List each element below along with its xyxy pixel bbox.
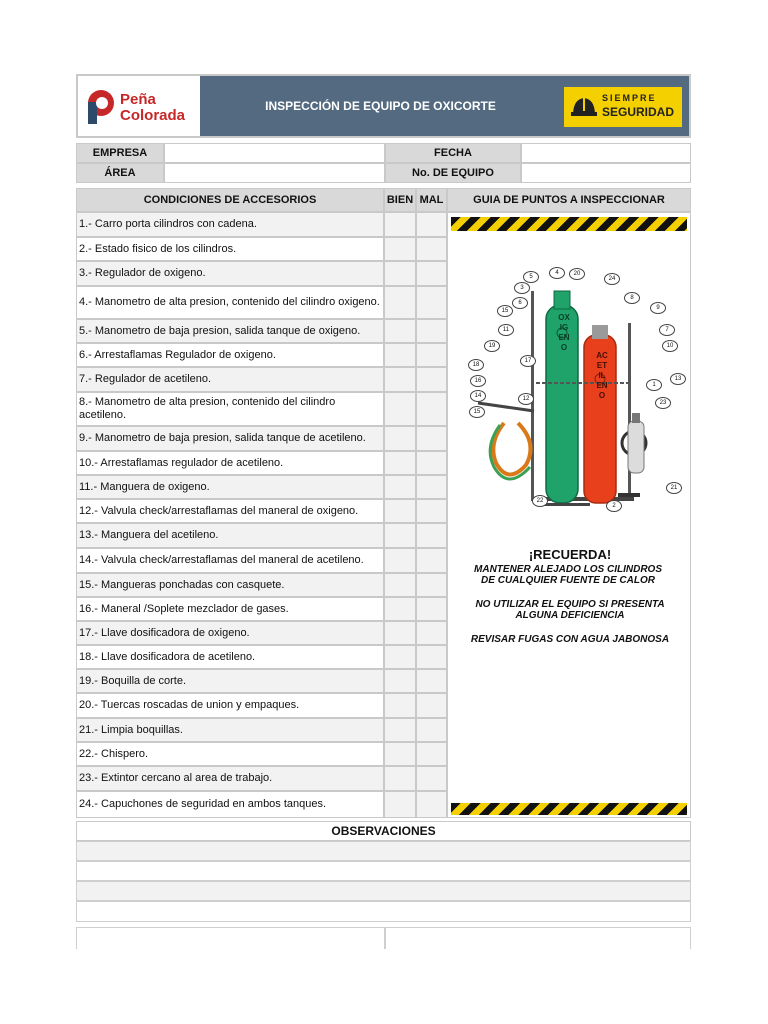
checklist-row-text: 12.- Valvula check/arrestaflamas del maneral de oxigeno. — [79, 504, 359, 517]
observaciones-line[interactable] — [76, 841, 691, 861]
checklist-mal-checkbox[interactable] — [416, 597, 447, 621]
checklist-row-label — [76, 261, 384, 286]
checklist-bien-checkbox[interactable] — [384, 426, 416, 451]
checklist-row-text: 10.- Arrestaflamas regulador de acetileno. — [79, 456, 284, 469]
reminder-line-leaks: REVISAR FUGAS CON AGUA JABONOSA — [470, 634, 670, 645]
checklist-row-label — [76, 392, 384, 426]
callout-number: 22 — [532, 495, 548, 507]
checklist-row-text: 22.- Chispero. — [79, 747, 149, 760]
checklist-row-text: 4.- Manometro de alta presion, contenido del cilindro oxigeno. — [79, 296, 380, 308]
checklist-row-label — [76, 343, 384, 367]
checklist-mal-checkbox[interactable] — [416, 693, 447, 718]
checklist-bien-checkbox[interactable] — [384, 523, 416, 548]
checklist-bien-checkbox[interactable] — [384, 392, 416, 426]
checklist-row-label — [76, 669, 384, 693]
col-header-condiciones: CONDICIONES DE ACCESORIOS — [76, 188, 384, 212]
guide-panel — [447, 212, 691, 818]
checklist-bien-checkbox[interactable] — [384, 669, 416, 693]
reminder-line-deficiency: NO UTILIZAR EL EQUIPO SI PRESENTA ALGUNA DEFICIENCIA — [475, 599, 665, 621]
callout-number: 1 — [646, 379, 662, 391]
checklist-bien-checkbox[interactable] — [384, 718, 416, 742]
checklist-mal-checkbox[interactable] — [416, 367, 447, 392]
checklist-mal-checkbox[interactable] — [416, 742, 447, 766]
callout-number: 15 — [497, 305, 513, 317]
checklist-row-label — [76, 237, 384, 261]
checklist-mal-checkbox[interactable] — [416, 669, 447, 693]
checklist-mal-checkbox[interactable] — [416, 548, 447, 573]
callout-number: 11 — [498, 324, 514, 336]
col-header-mal: MAL — [416, 188, 447, 212]
checklist-row-text: 16.- Maneral /Soplete mezclador de gases. — [79, 602, 289, 615]
checklist-row-label — [76, 426, 384, 451]
checklist-row-text: 9.- Manometro de baja presion, salida tanque de acetileno. — [79, 432, 366, 444]
checklist-bien-checkbox[interactable] — [384, 693, 416, 718]
checklist-mal-checkbox[interactable] — [416, 212, 447, 237]
empresa-label: EMPRESA — [76, 143, 164, 163]
checklist-bien-checkbox[interactable] — [384, 237, 416, 261]
top-hazard-stripe — [451, 217, 687, 231]
checklist-bien-checkbox[interactable] — [384, 286, 416, 319]
observaciones-line[interactable] — [76, 901, 691, 922]
checklist-row-label — [76, 548, 384, 573]
observaciones-line[interactable] — [76, 881, 691, 901]
checklist-mal-checkbox[interactable] — [416, 523, 447, 548]
logo-mark-icon — [86, 88, 116, 126]
checklist-row-text: 23.- Extintor cercano al area de trabajo. — [79, 772, 273, 784]
company-logo — [78, 76, 200, 136]
callout-number: 5 — [523, 271, 539, 283]
callout-number: 23 — [655, 397, 671, 409]
callout-number: 18 — [468, 359, 484, 371]
callout-number: 4 — [549, 267, 565, 279]
seal-text-line1: SIEMPRE — [602, 93, 657, 103]
bottom-hazard-stripe — [451, 803, 687, 815]
checklist-row-text: 11.- Manguera de oxigeno. — [79, 480, 210, 493]
callout-number: 6 — [512, 297, 528, 309]
checklist-mal-checkbox[interactable] — [416, 392, 447, 426]
acetylene-cylinder-label: ACETILENO — [596, 351, 608, 400]
checklist-mal-checkbox[interactable] — [416, 451, 447, 475]
checklist-row-text: 6.- Arrestaflamas Regulador de oxigeno. — [79, 348, 276, 361]
form-header — [76, 74, 691, 138]
callout-number: 21 — [666, 482, 682, 494]
checklist-bien-checkbox[interactable] — [384, 475, 416, 499]
callout-number: 20 — [569, 268, 585, 280]
checklist-row-text: 2.- Estado fisico de los cilindros. — [79, 242, 237, 255]
checklist-row-label — [76, 319, 384, 343]
reminder-title: ¡RECUERDA! — [528, 547, 612, 562]
empresa-field[interactable] — [164, 143, 385, 163]
checklist-bien-checkbox[interactable] — [384, 742, 416, 766]
checklist-row-label — [76, 597, 384, 621]
reminder-line-heat: MANTENER ALEJADO LOS CILINDROS DE CUALQUIER FUENTE DE CALOR — [474, 564, 662, 586]
col-header-bien: BIEN — [384, 188, 416, 212]
callout-number: 14 — [470, 390, 486, 402]
checklist-row-label — [76, 367, 384, 392]
checklist-bien-checkbox[interactable] — [384, 319, 416, 343]
checklist-row-label — [76, 766, 384, 791]
checklist-mal-checkbox[interactable] — [416, 645, 447, 669]
checklist-bien-checkbox[interactable] — [384, 645, 416, 669]
checklist-row-text: 18.- Llave dosificadora de acetileno. — [79, 650, 256, 663]
checklist-row-text: 15.- Mangueras ponchadas con casquete. — [79, 578, 285, 591]
col-header-guia: GUIA DE PUNTOS A INSPECCIONAR — [447, 188, 691, 212]
checklist-row-text: 14.- Valvula check/arrestaflamas del maneral de acetileno. — [79, 554, 364, 566]
seal-text-line2: SEGURIDAD — [602, 105, 675, 119]
checklist-row-text: 20.- Tuercas roscadas de union y empaques. — [79, 699, 300, 711]
checklist-mal-checkbox[interactable] — [416, 766, 447, 791]
checklist-bien-checkbox[interactable] — [384, 573, 416, 597]
logo-text-line1: Peña — [120, 91, 156, 108]
callout-number: 17 — [520, 355, 536, 367]
checklist-row-label — [76, 523, 384, 548]
callout-number: 2 — [606, 500, 622, 512]
checklist-mal-checkbox[interactable] — [416, 286, 447, 319]
callout-number: 16 — [470, 375, 486, 387]
callout-number: 13 — [670, 373, 686, 385]
observaciones-title: OBSERVACIONES — [76, 821, 691, 841]
checklist-row-label — [76, 475, 384, 499]
checklist-mal-checkbox[interactable] — [416, 475, 447, 499]
checklist-row-label — [76, 499, 384, 523]
checklist-row-label — [76, 621, 384, 645]
checklist-mal-checkbox[interactable] — [416, 718, 447, 742]
checklist-row-text: 17.- Llave dosificadora de oxigeno. — [79, 626, 250, 639]
checklist-bien-checkbox[interactable] — [384, 621, 416, 645]
checklist-bien-checkbox[interactable] — [384, 451, 416, 475]
checklist-mal-checkbox[interactable] — [416, 319, 447, 343]
area-field[interactable] — [164, 163, 385, 183]
fecha-label: FECHA — [385, 143, 521, 163]
checklist-row-label — [76, 742, 384, 766]
seal-container — [561, 76, 689, 136]
checklist-mal-checkbox[interactable] — [416, 499, 447, 523]
checklist-row-label — [76, 693, 384, 718]
checklist-row-text: 5.- Manometro de baja presion, salida tanque de oxigeno. — [79, 324, 361, 337]
checklist-row-label — [76, 286, 384, 319]
signature-box-left[interactable] — [76, 927, 385, 949]
oxygen-cylinder-label: OXIGENO — [558, 313, 570, 352]
checklist-mal-checkbox[interactable] — [416, 343, 447, 367]
checklist-bien-checkbox[interactable] — [384, 212, 416, 237]
callout-number: 7 — [659, 324, 675, 336]
siempre-seguridad-seal — [564, 87, 682, 127]
checklist-bien-checkbox[interactable] — [384, 548, 416, 573]
checklist-row-text: 3.- Regulador de oxigeno. — [79, 267, 206, 279]
checklist-mal-checkbox[interactable] — [416, 791, 447, 818]
checklist-mal-checkbox[interactable] — [416, 426, 447, 451]
checklist-mal-checkbox[interactable] — [416, 237, 447, 261]
callout-number: 3 — [514, 282, 530, 294]
hard-hat-icon — [570, 93, 598, 121]
callout-number: 10 — [662, 340, 678, 352]
checklist-mal-checkbox[interactable] — [416, 621, 447, 645]
checklist-row-text: 7.- Regulador de acetileno. — [79, 373, 212, 385]
checklist-row-text: 13.- Manguera del acetileno. — [79, 529, 219, 541]
checklist-bien-checkbox[interactable] — [384, 343, 416, 367]
checklist-bien-checkbox[interactable] — [384, 499, 416, 523]
checklist-row-text: 21.- Limpia boquillas. — [79, 723, 183, 736]
callout-number: 8 — [624, 292, 640, 304]
form-title: INSPECCIÓN DE EQUIPO DE OXICORTE — [200, 76, 561, 136]
checklist-bien-checkbox[interactable] — [384, 597, 416, 621]
checklist-row-label — [76, 718, 384, 742]
equipo-label: No. DE EQUIPO — [385, 163, 521, 183]
checklist-row-text: 24.- Capuchones de seguridad en ambos tanques. — [79, 798, 327, 810]
callout-number: 12 — [518, 393, 534, 405]
equipo-field[interactable] — [521, 163, 691, 183]
checklist-row-label — [76, 573, 384, 597]
checklist-row-label — [76, 451, 384, 475]
checklist-bien-checkbox[interactable] — [384, 367, 416, 392]
checklist-bien-checkbox[interactable] — [384, 261, 416, 286]
fecha-field[interactable] — [521, 143, 691, 163]
checklist-row-text: 1.- Carro porta cilindros con cadena. — [79, 218, 257, 230]
signature-box-right[interactable] — [385, 927, 691, 949]
checklist-mal-checkbox[interactable] — [416, 573, 447, 597]
checklist-bien-checkbox[interactable] — [384, 766, 416, 791]
checklist-row-label — [76, 791, 384, 818]
checklist-bien-checkbox[interactable] — [384, 791, 416, 818]
area-label: ÁREA — [76, 163, 164, 183]
checklist-row-label — [76, 212, 384, 237]
checklist-mal-checkbox[interactable] — [416, 261, 447, 286]
checklist-row-label — [76, 645, 384, 669]
logo-text-line2: Colorada — [120, 107, 186, 124]
checklist-row-text: 19.- Boquilla de corte. — [79, 674, 187, 687]
callout-number: 19 — [484, 340, 500, 352]
observaciones-line[interactable] — [76, 861, 691, 881]
callout-number: 15 — [469, 406, 485, 418]
callout-number: 24 — [604, 273, 620, 285]
callout-number: 9 — [650, 302, 666, 314]
checklist-row-text: 8.- Manometro de alta presion, contenido del cilindro acetileno. — [79, 396, 336, 421]
